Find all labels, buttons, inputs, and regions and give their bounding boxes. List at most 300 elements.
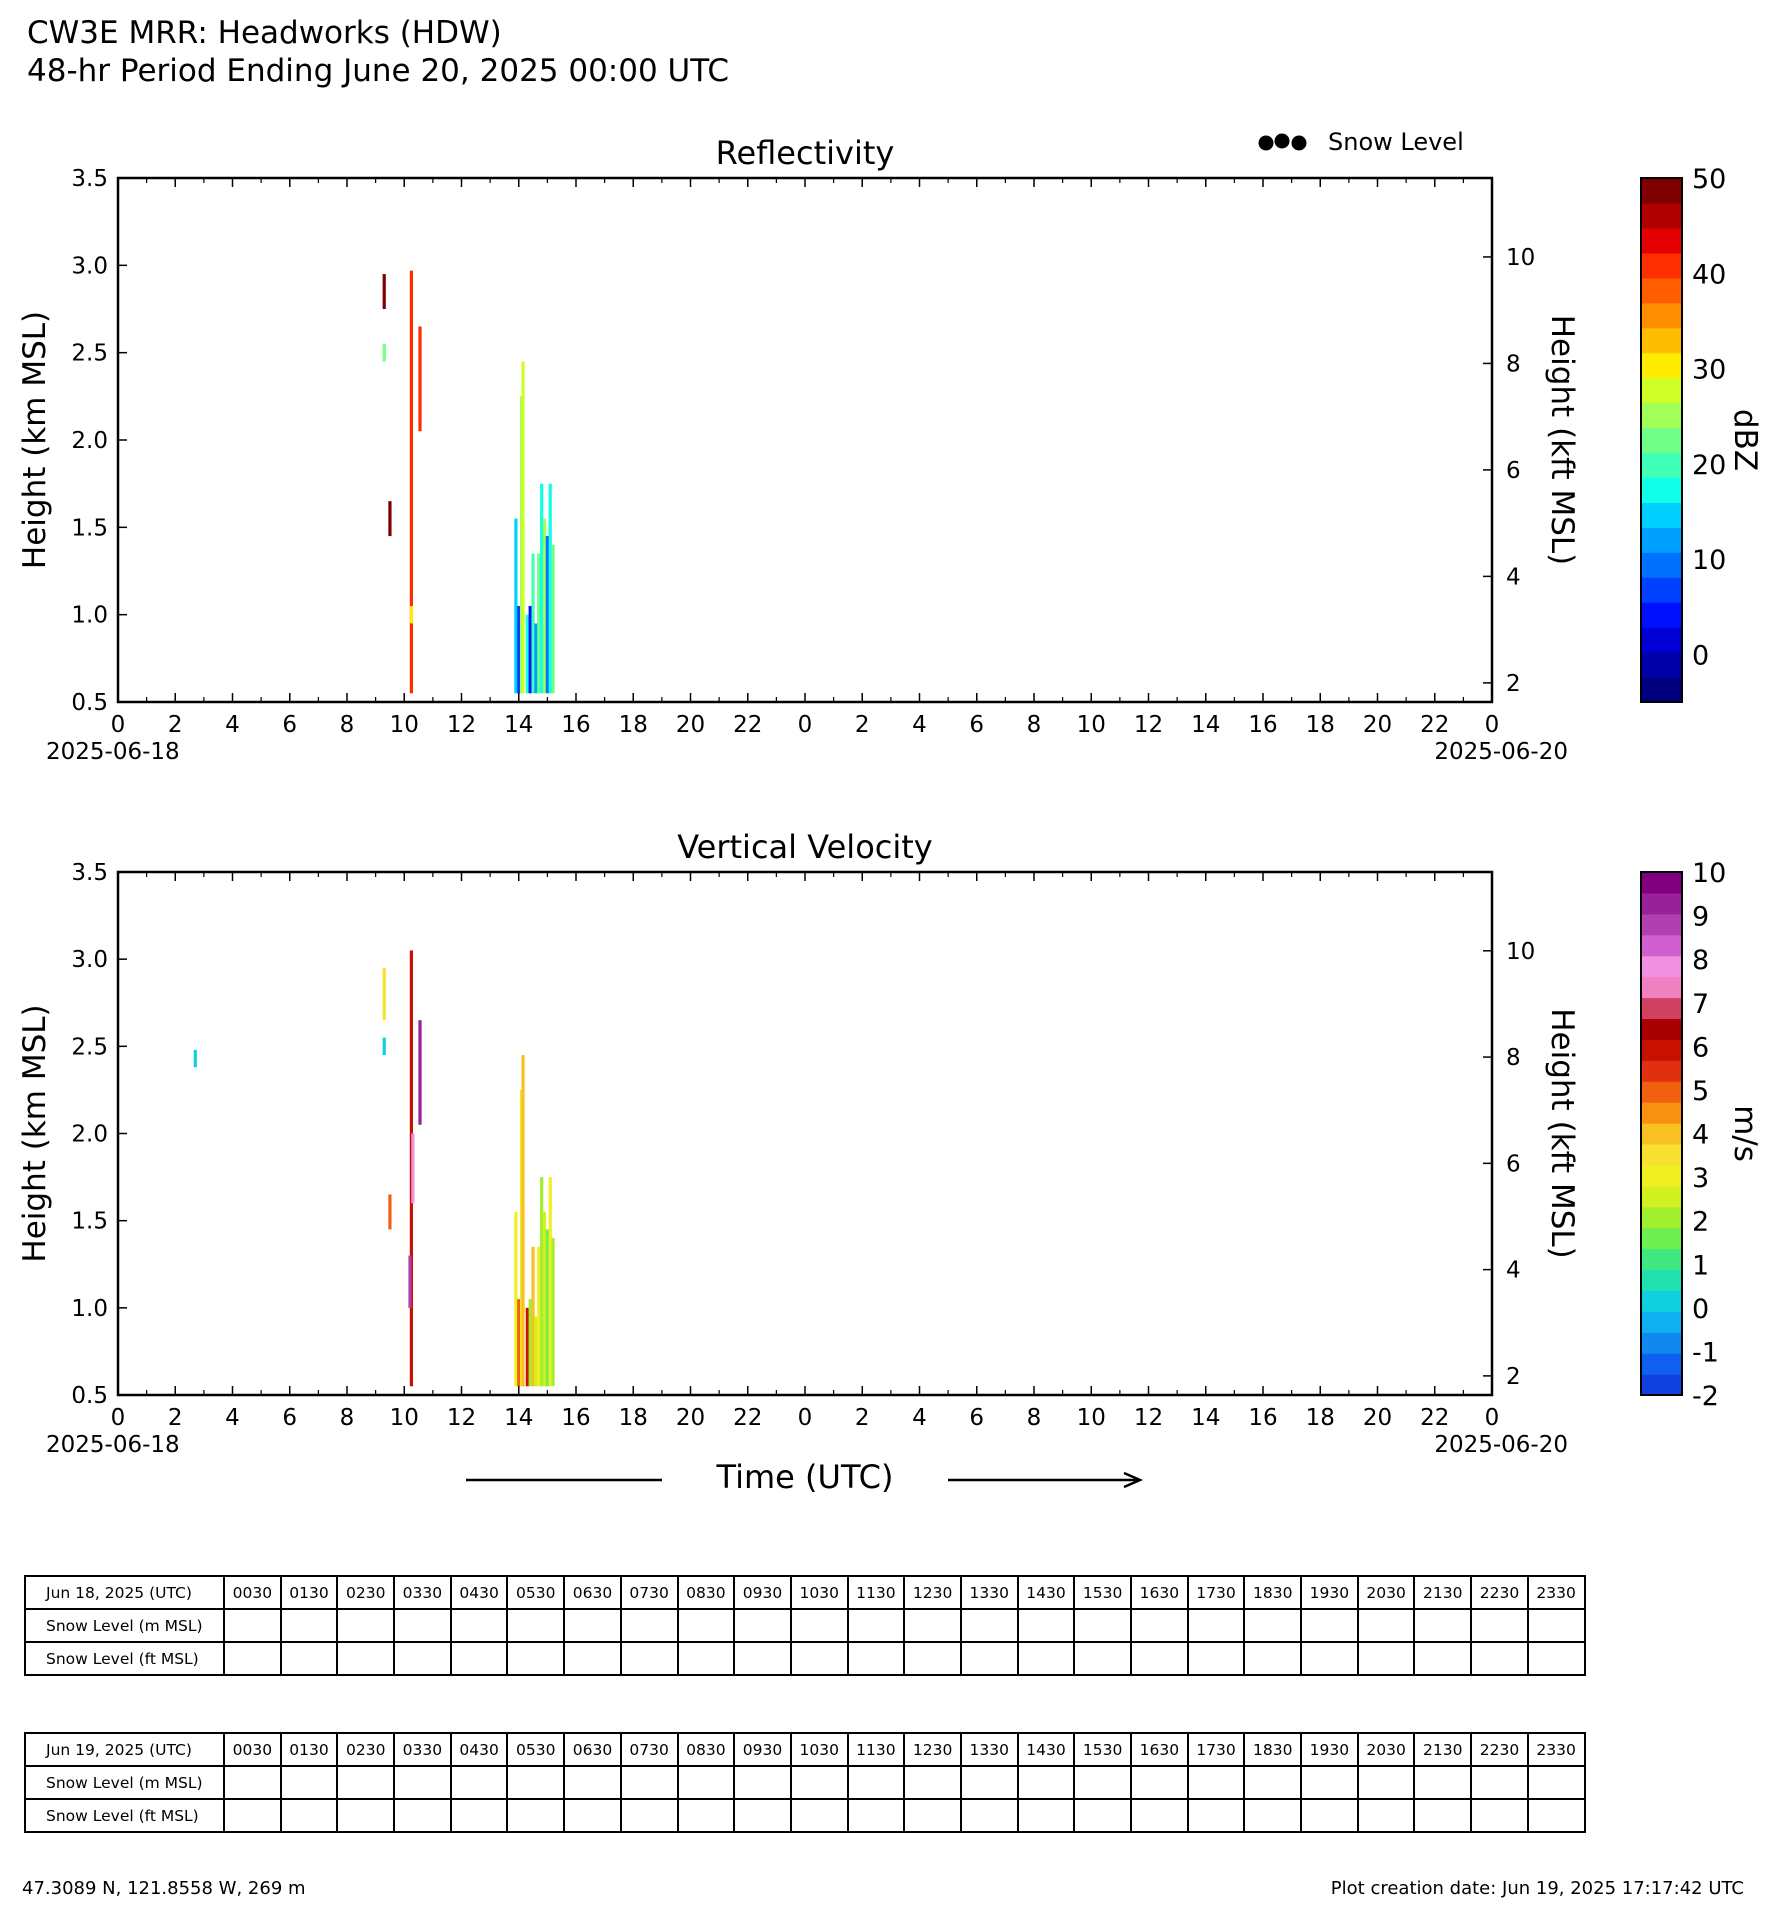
colorbar-segment [1641, 477, 1682, 503]
colorbar-segment [1641, 1207, 1682, 1229]
echo-column [514, 519, 517, 694]
colorbar-segment [1641, 178, 1682, 204]
table-cell [1414, 1799, 1471, 1832]
colorbar-segment [1641, 552, 1682, 578]
snow-level-legend-label: Snow Level [1328, 128, 1464, 156]
x-tick-label: 14 [504, 712, 534, 738]
x-tick-label: 14 [504, 1405, 534, 1431]
colorbar-segment [1641, 228, 1682, 254]
colorbar-segment [1641, 935, 1682, 957]
table-time-header: 1430 [1018, 1733, 1075, 1766]
colorbar-segment [1641, 278, 1682, 304]
table-cell [791, 1799, 848, 1832]
plot-creation-date: Plot creation date: Jun 19, 2025 17:17:42 UTC [1330, 1878, 1744, 1899]
table-cell [791, 1766, 848, 1799]
echo-column [529, 606, 532, 693]
y2-axis-label: Height (kft MSL) [1544, 1008, 1580, 1259]
colorbar-segment [1641, 428, 1682, 454]
x-tick-label: 2 [167, 1405, 183, 1431]
table-cell [394, 1642, 451, 1675]
echo-column [526, 1308, 529, 1386]
table-cell [1074, 1642, 1131, 1675]
x-tick-label: 10 [389, 712, 419, 738]
colorbar-tick-label: 30 [1692, 354, 1727, 386]
table-time-header: 2130 [1414, 1576, 1471, 1609]
table-time-header: 0430 [451, 1576, 508, 1609]
snow-level-legend-marker [1275, 134, 1290, 149]
echo-column [517, 1299, 520, 1386]
table-cell [1074, 1799, 1131, 1832]
table-cell [281, 1766, 338, 1799]
echo-column [383, 344, 386, 361]
table-cell [1358, 1799, 1415, 1832]
table-cell [1131, 1766, 1188, 1799]
x-tick-label: 0 [110, 712, 126, 738]
y2-tick-label: 2 [1506, 1363, 1521, 1390]
echo-column [537, 554, 540, 694]
colorbar-segment [1641, 914, 1682, 936]
y-tick-label: 3.5 [71, 166, 108, 192]
table-cell [961, 1609, 1018, 1642]
x-tick-label: 10 [1076, 712, 1106, 738]
table-time-header: 2030 [1358, 1733, 1415, 1766]
table-cell [1188, 1766, 1245, 1799]
colorbar-segment [1641, 303, 1682, 329]
colorbar-segment [1641, 977, 1682, 999]
x-tick-label: 4 [912, 712, 927, 738]
colorbar-segment [1641, 1081, 1682, 1103]
table-row [25, 1609, 1585, 1642]
colorbar-segment [1641, 1290, 1682, 1312]
table-cell [1528, 1642, 1585, 1675]
plot-title: Vertical Velocity [677, 828, 933, 866]
table-header-row [25, 1576, 1585, 1609]
table-cell [678, 1799, 735, 1832]
table-cell [734, 1799, 791, 1832]
colorbar-segment [1641, 1332, 1682, 1354]
x-tick-label: 20 [1362, 1405, 1393, 1431]
table-row-label: Snow Level (m MSL) [25, 1609, 224, 1642]
table-cell [1131, 1642, 1188, 1675]
y-tick-label: 2.5 [71, 340, 108, 367]
table-cell [1358, 1609, 1415, 1642]
y-tick-label: 3.0 [71, 253, 108, 280]
y2-tick-label: 10 [1506, 938, 1536, 965]
table-cell [904, 1766, 961, 1799]
table-time-header: 1830 [1244, 1733, 1301, 1766]
plot-frame [118, 872, 1492, 1395]
table-cell [1074, 1609, 1131, 1642]
table-time-header: 1630 [1131, 1733, 1188, 1766]
table-time-header: 0730 [621, 1576, 678, 1609]
table-time-header: 0030 [224, 1733, 281, 1766]
echo-column [418, 326, 421, 431]
table-time-header: 1730 [1188, 1733, 1245, 1766]
x-tick-label: 2 [167, 712, 183, 738]
table-cell [1018, 1642, 1075, 1675]
x-tick-label: 20 [675, 712, 706, 738]
table-row-label: Snow Level (ft MSL) [25, 1799, 224, 1832]
colorbar-segment [1641, 403, 1682, 429]
echo-column [549, 484, 552, 694]
table-cell [904, 1642, 961, 1675]
table-cell [1301, 1642, 1358, 1675]
table-cell [451, 1766, 508, 1799]
table-cell [1244, 1609, 1301, 1642]
colorbar-segment [1641, 253, 1682, 279]
echo-column [514, 1212, 517, 1386]
table-date-header: Jun 19, 2025 (UTC) [25, 1733, 224, 1766]
colorbar-segment [1641, 328, 1682, 354]
x-tick-label: 6 [282, 712, 298, 738]
table-cell [621, 1642, 678, 1675]
colorbar-tick-label: 40 [1692, 259, 1727, 291]
x-tick-label: 6 [969, 1405, 985, 1431]
y2-tick-label: 8 [1506, 351, 1521, 378]
table-cell [1358, 1642, 1415, 1675]
colorbar-tick-label: 8 [1692, 945, 1710, 977]
colorbar-segment [1641, 998, 1682, 1020]
colorbar-tick-label: 50 [1692, 164, 1727, 195]
x-tick-label: 4 [225, 712, 240, 738]
colorbar-tick-label: -1 [1692, 1337, 1719, 1369]
table-time-header: 1730 [1188, 1576, 1245, 1609]
table-cell [734, 1766, 791, 1799]
echo-column [383, 1038, 386, 1055]
x-date-start: 2025-06-18 [46, 1432, 180, 1458]
table-time-header: 0630 [564, 1733, 621, 1766]
table-cell [564, 1799, 621, 1832]
echo-column [529, 1299, 532, 1386]
table-time-header: 1130 [848, 1576, 905, 1609]
colorbar-segment [1641, 1165, 1682, 1187]
table-cell [564, 1766, 621, 1799]
echo-column [552, 1238, 555, 1386]
colorbar-segment [1641, 452, 1682, 478]
echo-column [410, 606, 413, 623]
snow-level-table-day2 [24, 1732, 1586, 1833]
table-cell [1188, 1609, 1245, 1642]
x-tick-label: 4 [225, 1405, 240, 1431]
table-cell [281, 1642, 338, 1675]
table-cell [1018, 1766, 1075, 1799]
table-time-header: 1030 [791, 1576, 848, 1609]
colorbar-segment [1641, 502, 1682, 528]
x-tick-label: 18 [618, 712, 648, 738]
colorbar-segment [1641, 378, 1682, 404]
table-time-header: 0430 [451, 1733, 508, 1766]
colorbar-tick-label: 10 [1692, 858, 1727, 889]
table-cell [1018, 1799, 1075, 1832]
colorbar-tick-label: 9 [1692, 901, 1710, 933]
colorbar-tick-label: 0 [1692, 1293, 1710, 1325]
colorbar-segment [1641, 1018, 1682, 1040]
x-tick-label: 8 [1026, 1405, 1042, 1431]
table-date-header: Jun 18, 2025 (UTC) [25, 1576, 224, 1609]
x-tick-label: 20 [675, 1405, 706, 1431]
table-cell [904, 1609, 961, 1642]
table-cell [678, 1766, 735, 1799]
y-tick-label: 1.5 [71, 515, 108, 542]
colorbar-segment [1641, 1060, 1682, 1082]
y-tick-label: 1.0 [71, 602, 108, 629]
table-time-header: 0830 [678, 1576, 735, 1609]
table-cell [1301, 1799, 1358, 1832]
echo-column [540, 1177, 543, 1386]
table-cell [1471, 1609, 1528, 1642]
station-location: 47.3089 N, 121.8558 W, 269 m [22, 1878, 306, 1899]
time-axis-label: Time (UTC) [716, 1458, 894, 1496]
y2-tick-label: 6 [1506, 1151, 1521, 1178]
echo-column [411, 1134, 414, 1204]
echo-column [534, 1317, 537, 1387]
y-tick-label: 1.5 [71, 1208, 108, 1235]
colorbar-tick-label: 0 [1692, 640, 1710, 672]
table-cell [848, 1766, 905, 1799]
table-cell [734, 1609, 791, 1642]
table-time-header: 0330 [394, 1733, 451, 1766]
colorbar-segment [1641, 1039, 1682, 1061]
echo-column [526, 615, 529, 694]
table-cell [281, 1799, 338, 1832]
colorbar-segment [1641, 652, 1682, 678]
x-tick-label: 0 [797, 1405, 813, 1431]
echo-column [543, 519, 546, 694]
table-cell [451, 1642, 508, 1675]
echo-column [383, 274, 386, 309]
x-tick-label: 18 [1305, 712, 1335, 738]
colorbar-tick-label: 6 [1692, 1032, 1710, 1064]
table-cell [451, 1799, 508, 1832]
x-tick-label: 8 [339, 712, 355, 738]
table-cell [961, 1766, 1018, 1799]
x-tick-label: 16 [1248, 712, 1278, 738]
table-time-header: 1430 [1018, 1576, 1075, 1609]
table-time-header: 0830 [678, 1733, 735, 1766]
y2-tick-label: 10 [1506, 244, 1536, 271]
echo-column [517, 606, 520, 693]
table-time-header: 0030 [224, 1576, 281, 1609]
x-tick-label: 10 [389, 1405, 419, 1431]
colorbar-tick-label: 5 [1692, 1075, 1710, 1107]
table-cell [1414, 1766, 1471, 1799]
x-date-end: 2025-06-20 [1434, 739, 1568, 765]
x-tick-label: 22 [1420, 712, 1450, 738]
x-tick-label: 8 [1026, 712, 1042, 738]
table-time-header: 1130 [848, 1733, 905, 1766]
x-date-end: 2025-06-20 [1434, 1432, 1568, 1458]
y-tick-label: 2.0 [71, 428, 108, 454]
plot-title: Reflectivity [715, 134, 895, 172]
table-time-header: 0130 [281, 1576, 338, 1609]
table-cell [961, 1799, 1018, 1832]
table-cell [224, 1799, 281, 1832]
colorbar-segment [1641, 353, 1682, 379]
title-line-1: CW3E MRR: Headworks (HDW) [27, 15, 502, 51]
y2-tick-label: 2 [1506, 670, 1521, 697]
table-cell [791, 1609, 848, 1642]
x-tick-label: 22 [1420, 1405, 1450, 1431]
y-tick-label: 2.0 [71, 1121, 108, 1148]
table-cell [337, 1799, 394, 1832]
colorbar-segment [1641, 1102, 1682, 1124]
table-time-header: 2230 [1471, 1733, 1528, 1766]
table-time-header: 0530 [507, 1576, 564, 1609]
table-time-header: 1830 [1244, 1576, 1301, 1609]
table-time-header: 1030 [791, 1733, 848, 1766]
table-cell [1018, 1609, 1075, 1642]
title-line-2: 48-hr Period Ending June 20, 2025 00:00 UTC [27, 53, 730, 89]
table-cell [848, 1799, 905, 1832]
table-cell [791, 1642, 848, 1675]
table-row [25, 1799, 1585, 1832]
echo-column [418, 1020, 421, 1125]
table-cell [337, 1609, 394, 1642]
echo-column [388, 501, 391, 536]
x-tick-label: 22 [733, 712, 763, 738]
colorbar-tick-label: 20 [1692, 449, 1727, 481]
colorbar-tick-label: 3 [1692, 1163, 1710, 1195]
table-cell [1471, 1642, 1528, 1675]
table-time-header: 2330 [1528, 1733, 1585, 1766]
table-row [25, 1766, 1585, 1799]
table-cell [281, 1609, 338, 1642]
table-cell [1528, 1766, 1585, 1799]
table-time-header: 1930 [1301, 1576, 1358, 1609]
table-cell [678, 1642, 735, 1675]
table-cell [451, 1609, 508, 1642]
x-tick-label: 18 [1305, 1405, 1335, 1431]
table-cell [1244, 1642, 1301, 1675]
table-time-header: 1330 [961, 1733, 1018, 1766]
colorbar-segment [1641, 1144, 1682, 1166]
x-tick-label: 16 [1248, 1405, 1278, 1431]
x-tick-label: 2 [854, 1405, 870, 1431]
colorbar-tick-label: 7 [1692, 988, 1710, 1020]
colorbar-segment [1641, 1123, 1682, 1145]
table-cell [1301, 1609, 1358, 1642]
table-cell [1528, 1609, 1585, 1642]
table-cell [678, 1609, 735, 1642]
echo-column [531, 1247, 534, 1386]
x-tick-label: 12 [446, 712, 477, 738]
x-tick-label: 4 [912, 1405, 927, 1431]
colorbar-tick-label: -2 [1692, 1381, 1719, 1412]
table-cell [734, 1642, 791, 1675]
x-tick-label: 12 [1133, 1405, 1164, 1431]
x-date-start: 2025-06-18 [46, 739, 180, 765]
table-cell [1471, 1799, 1528, 1832]
x-tick-label: 12 [1133, 712, 1164, 738]
table-header-row [25, 1733, 1585, 1766]
x-tick-label: 0 [1484, 712, 1500, 738]
x-tick-label: 14 [1191, 1405, 1221, 1431]
colorbar-segment [1641, 577, 1682, 603]
colorbar-segment [1641, 203, 1682, 229]
table-cell [621, 1766, 678, 1799]
x-tick-label: 16 [561, 712, 591, 738]
table-cell [564, 1609, 621, 1642]
table-cell [337, 1642, 394, 1675]
table-cell [507, 1642, 564, 1675]
echo-column [408, 1256, 411, 1308]
table-cell [224, 1642, 281, 1675]
colorbar-segment [1641, 956, 1682, 978]
x-tick-label: 2 [854, 712, 870, 738]
x-tick-label: 20 [1362, 712, 1393, 738]
x-tick-label: 0 [1484, 1405, 1500, 1431]
table-row-label: Snow Level (m MSL) [25, 1766, 224, 1799]
y-tick-label: 0.5 [71, 1383, 108, 1409]
echo-column [531, 554, 534, 694]
x-tick-label: 14 [1191, 712, 1221, 738]
table-cell [621, 1799, 678, 1832]
table-time-header: 1630 [1131, 1576, 1188, 1609]
echo-column [537, 1247, 540, 1386]
table-time-header: 0630 [564, 1576, 621, 1609]
table-time-header: 0930 [734, 1733, 791, 1766]
x-tick-label: 0 [110, 1405, 126, 1431]
y2-tick-label: 8 [1506, 1045, 1521, 1072]
table-time-header: 0130 [281, 1733, 338, 1766]
table-cell [507, 1799, 564, 1832]
table-time-header: 2130 [1414, 1733, 1471, 1766]
echo-column [546, 536, 549, 693]
table-cell [1528, 1799, 1585, 1832]
table-cell [848, 1609, 905, 1642]
y2-tick-label: 6 [1506, 457, 1521, 484]
table-cell [1074, 1766, 1131, 1799]
table-time-header: 0230 [337, 1733, 394, 1766]
x-tick-label: 18 [618, 1405, 648, 1431]
table-cell [1188, 1642, 1245, 1675]
x-tick-label: 8 [339, 1405, 355, 1431]
table-cell [394, 1609, 451, 1642]
table-cell [224, 1609, 281, 1642]
echo-column [388, 1195, 391, 1230]
table-cell [1188, 1799, 1245, 1832]
y-axis-label: Height (km MSL) [17, 1004, 53, 1263]
x-tick-label: 0 [797, 712, 813, 738]
table-cell [1358, 1766, 1415, 1799]
colorbar-segment [1641, 1186, 1682, 1208]
y2-tick-label: 4 [1506, 564, 1521, 591]
table-cell [904, 1799, 961, 1832]
x-tick-label: 10 [1076, 1405, 1106, 1431]
table-cell [507, 1766, 564, 1799]
table-time-header: 1330 [961, 1576, 1018, 1609]
table-cell [1414, 1609, 1471, 1642]
colorbar-tick-label: 1 [1692, 1250, 1710, 1282]
y-tick-label: 3.0 [71, 947, 108, 974]
table-cell [1414, 1642, 1471, 1675]
table-cell [848, 1642, 905, 1675]
colorbar-label: dBZ [1727, 408, 1763, 472]
colorbar-segment [1641, 872, 1682, 894]
table-cell [1244, 1799, 1301, 1832]
table-time-header: 1530 [1074, 1733, 1131, 1766]
echo-column [543, 1212, 546, 1386]
colorbar-segment [1641, 1353, 1682, 1375]
table-cell [1471, 1766, 1528, 1799]
colorbar-segment [1641, 1249, 1682, 1271]
table-time-header: 0330 [394, 1576, 451, 1609]
table-time-header: 0730 [621, 1733, 678, 1766]
table-time-header: 1530 [1074, 1576, 1131, 1609]
x-tick-label: 16 [561, 1405, 591, 1431]
snow-level-legend-marker [1259, 136, 1274, 151]
plot-frame [118, 178, 1492, 702]
